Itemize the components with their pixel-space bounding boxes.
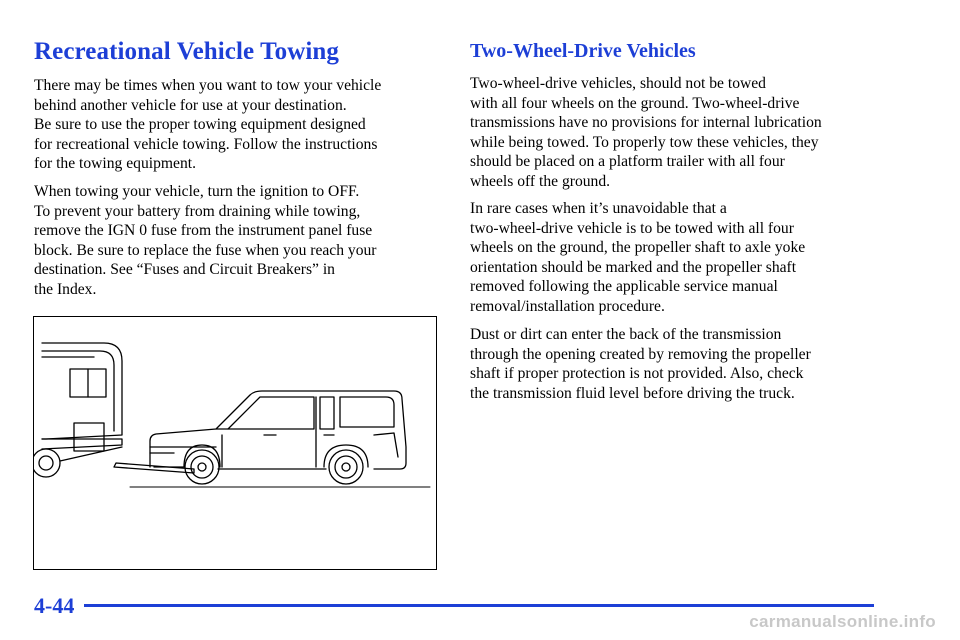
paragraph-two-wheel-drive-platform: Two-wheel-drive vehicles, should not be towed with all four wheels on the ground. Two-wheel-drive transmissions have no provisions for internal lubrication while being towed. To properly tow these vehicles, they should be placed on a platform trailer with all four wheels off the ground. [470, 75, 822, 190]
tow-bar-drawing [114, 463, 194, 473]
paragraph-propeller-shaft-removal: In rare cases when it’s unavoidable that a two-wheel-drive vehicle is to be towed with all four wheels on the ground, the propeller shaft to axle yoke orientation should be marked and the propeller shaft removed following the applicable service manual removal/installation procedure. [470, 200, 806, 315]
footer-rule [84, 604, 874, 607]
paragraph-transmission-dust: Dust or dirt can enter the back of the transmission through the opening created by removing the propeller shaft if proper protection is not provided. Also, check the transmission fluid level before driving the truck. [470, 326, 811, 402]
motorhome-drawing [34, 343, 122, 477]
section-heading-two-wheel-drive: Two-Wheel-Drive Vehicles [470, 40, 696, 62]
page-number: 4-44 [34, 593, 75, 618]
towed-suv-motorhome-drawing [34, 317, 438, 571]
towing-illustration [33, 316, 437, 570]
suv-rear-wheel [329, 450, 363, 484]
watermark: carmanualsonline.info [749, 612, 936, 631]
paragraph-ignition-fuse: When towing your vehicle, turn the ignition to OFF. To prevent your battery from draining while towing, remove the IGN 0 fuse from the instrument panel fuse block. Be sure to replace the fuse when you reach your destination. See “Fuses and Circuit Breakers” in the Index. [34, 183, 377, 298]
suv-front-wheel [185, 450, 219, 484]
section-heading-recreational-towing: Recreational Vehicle Towing [34, 38, 340, 65]
paragraph-rv-towing-intro: There may be times when you want to tow your vehicle behind another vehicle for use at your destination. Be sure to use the proper towing equipment designed for recreational vehicle towing. Follow the instructions for the towing equipment. [34, 77, 382, 173]
